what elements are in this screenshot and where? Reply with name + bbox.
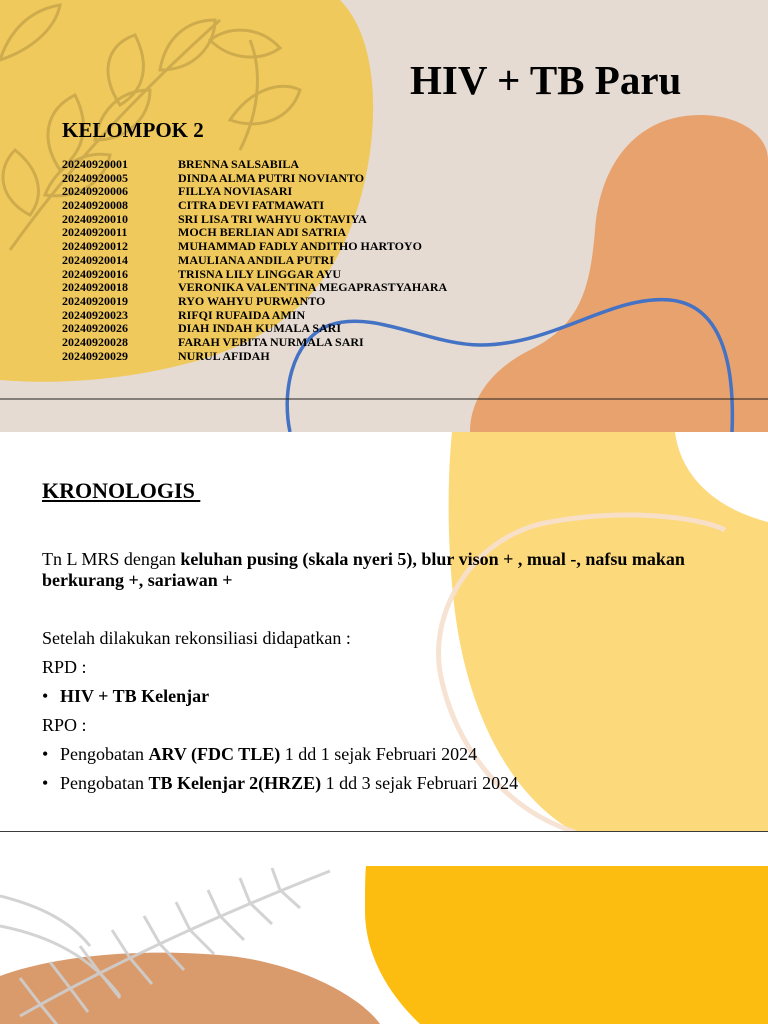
- member-row: [62, 199, 447, 213]
- member-id: 20240920001: [62, 157, 128, 171]
- orange-blob: [470, 115, 768, 432]
- member-id: 20240920028: [62, 334, 128, 349]
- member-name: FILLYA NOVIASARI: [178, 184, 293, 199]
- complaint-prefix: Tn L MRS dengan: [42, 549, 181, 569]
- member-row: [62, 322, 447, 336]
- member-id: 20240920026: [62, 321, 128, 336]
- member-id: 20240920018: [62, 280, 128, 295]
- bullet-point: •: [42, 744, 49, 764]
- member-row: [62, 226, 447, 240]
- member-name: MOCH BERLIAN ADI SATRIA: [178, 225, 347, 240]
- rpo-item-bold: ARV (FDC TLE): [148, 744, 281, 764]
- rpo-item-bold: TB Kelenjar 2(HRZE): [148, 773, 322, 793]
- member-id: 20240920016: [62, 266, 128, 281]
- member-name: DIAH INDAH KUMALA SARI: [178, 321, 342, 336]
- bullet-point: •: [42, 773, 49, 793]
- title-slide: [0, 0, 768, 432]
- member-id: 20240920019: [62, 293, 128, 308]
- member-name: DINDA ALMA PUTRI NOVIANTO: [178, 170, 365, 185]
- tan-blob: [0, 953, 380, 1024]
- member-name: MAULIANA ANDILA PUTRI: [178, 252, 335, 267]
- member-name: FARAH VEBITA NURMALA SARI: [178, 334, 364, 349]
- rpo-label: RPO :: [42, 715, 87, 735]
- partial-slide: [0, 866, 768, 1024]
- rpd-label: RPD :: [42, 657, 87, 677]
- member-row: [62, 240, 447, 254]
- group-title: KELOMPOK 2: [62, 118, 204, 142]
- member-id: 20240920008: [62, 198, 128, 213]
- member-row: [62, 281, 447, 295]
- member-row: [62, 309, 447, 323]
- member-list: [62, 158, 447, 363]
- member-row: [62, 350, 447, 364]
- complaint-bold-line-2: berkurang +, sariawan +: [42, 570, 233, 590]
- rpo-item-prefix: Pengobatan: [60, 773, 149, 793]
- rpo-item-suffix: 1 dd 1 sejak Februari 2024: [280, 744, 478, 764]
- member-id: 20240920006: [62, 184, 128, 199]
- member-row: [62, 172, 447, 186]
- member-name: BRENNA SALSABILA: [178, 157, 300, 171]
- member-name: TRISNA LILY LINGGAR AYU: [178, 266, 342, 281]
- member-name: SRI LISA TRI WAHYU OKTAVIYA: [178, 211, 367, 226]
- member-id: 20240920029: [62, 348, 128, 363]
- member-row: [62, 213, 447, 227]
- member-row: [62, 158, 447, 172]
- member-row: [62, 254, 447, 268]
- chronology-slide: [0, 432, 768, 832]
- member-name: MUHAMMAD FADLY ANDITHO HARTOYO: [178, 239, 422, 254]
- section-title: KRONOLOGIS: [42, 478, 201, 503]
- member-id: 20240920010: [62, 211, 128, 226]
- member-row: [62, 336, 447, 350]
- member-name: RYO WAHYU PURWANTO: [178, 293, 326, 308]
- member-name: RIFQI RUFAIDA AMIN: [178, 307, 306, 322]
- slide3-background: [0, 866, 768, 1024]
- member-id: 20240920005: [62, 170, 128, 185]
- rpd-item-text: HIV + TB Kelenjar: [60, 686, 210, 706]
- member-row: [62, 295, 447, 309]
- member-row: [62, 268, 447, 282]
- bullet-point: •: [42, 686, 49, 706]
- rpo-item-prefix: Pengobatan: [60, 744, 149, 764]
- reconciliation-text: Setelah dilakukan rekonsiliasi didapatkan :: [42, 628, 351, 648]
- member-id: 20240920023: [62, 307, 128, 322]
- member-row: [62, 185, 447, 199]
- gold-blob: [365, 866, 768, 1024]
- complaint-paragraph: [42, 549, 685, 591]
- rpo-item-suffix: 1 dd 3 sejak Februari 2024: [321, 773, 519, 793]
- presentation-title: HIV + TB Paru: [410, 57, 682, 103]
- rpo-bullet-item: [42, 769, 518, 798]
- member-id: 20240920012: [62, 239, 128, 254]
- member-name: CITRA DEVI FATMAWATI: [178, 198, 325, 213]
- member-id: 20240920014: [62, 252, 128, 267]
- member-id: 20240920011: [62, 225, 128, 240]
- slide-divider: [0, 831, 768, 832]
- rpo-bullet-item: [42, 740, 518, 769]
- member-name: VERONIKA VALENTINA MEGAPRASTYAHARA: [178, 280, 448, 295]
- rpd-bullet-item: [42, 682, 518, 711]
- history-section: [42, 624, 518, 798]
- complaint-bold-line-1: keluhan pusing (skala nyeri 5), blur vison + , mual -, nafsu makan: [180, 549, 685, 569]
- member-name: NURUL AFIDAH: [178, 348, 270, 363]
